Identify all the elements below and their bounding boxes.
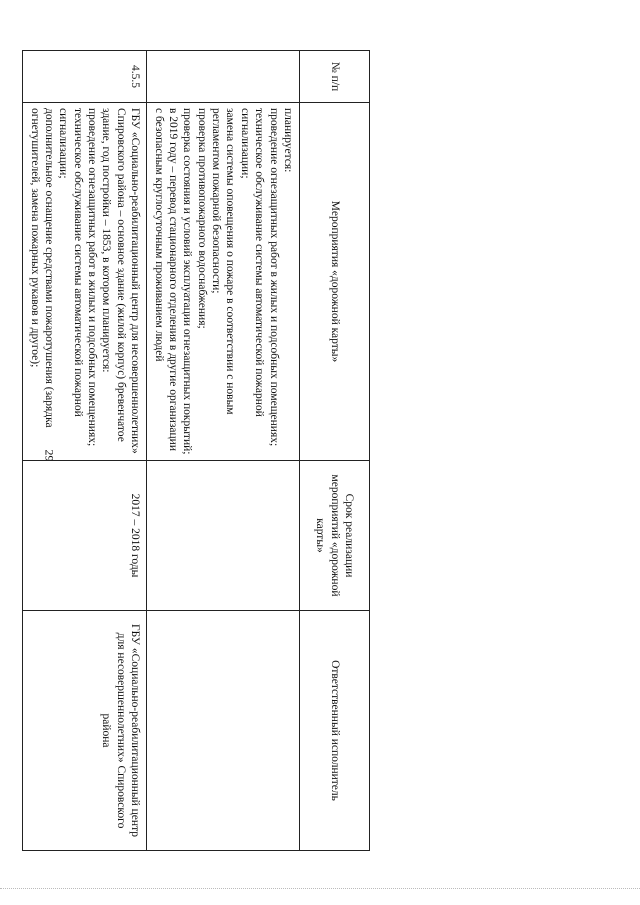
roadmap-table: [22, 50, 370, 851]
cell-activities: [23, 103, 147, 461]
activity-line: проверка состояния и условий эксплуатации огнезащитных покрытий;: [181, 108, 194, 455]
activity-line: техническое обслуживание системы автоматической пожарной сигнализации;: [57, 108, 84, 417]
cell-term: [147, 461, 300, 611]
header-activities: Мероприятия «дорожной карты»: [300, 103, 370, 461]
table-row-4-5-5: [23, 51, 147, 851]
activity-line: в 2019 году – перевод стационарного отделения в другие организации с безопасным круглосуточным проживанием людей: [152, 108, 179, 451]
activity-line: ГБУ «Социально-реабилитационный центр для несовершеннолетних» Спировского района – основное здание (жилой корпус) бревенчатое здание, год постройки – 1853, в котором планируется:: [100, 108, 142, 454]
activity-line: проведение огнезащитных работ в жилых и подсобных помещениях;: [86, 108, 99, 447]
activity-line: проведение огнезащитных работ в жилых и подсобных помещениях;: [267, 108, 280, 447]
cell-executor: [147, 611, 300, 851]
activity-line: техническое обслуживание системы автоматической пожарной сигнализации;: [238, 108, 266, 417]
cell-executor: ГБУ «Социально-реабилитационный центр для несовершеннолетних» Спировского района: [23, 611, 147, 851]
table-row-continuation: [147, 51, 300, 851]
activity-line: дополнительное оснащение средствами пожаротушения (зарядка огнетушителей, замена пожарных рукавов и другое);: [28, 108, 55, 428]
table-header-row: [300, 51, 370, 851]
header-executor: Ответственный исполнитель: [300, 611, 370, 851]
page-number: 29: [42, 449, 57, 462]
cell-num: [147, 51, 300, 103]
activity-line: планируется:: [282, 108, 294, 173]
activity-line: проверка противопожарного водоснабжения;: [195, 108, 208, 329]
header-term: Срок реализации мероприятий «дорожной карты»: [300, 461, 370, 611]
header-num: № п/п: [300, 51, 370, 103]
cell-num: 4.5.5: [23, 51, 147, 103]
activity-line: замена системы оповещения о пожаре в соответствии с новым регламентом пожарной безопасности;: [210, 108, 237, 415]
cell-activities: [147, 103, 300, 461]
page-bottom-edge: [0, 888, 640, 890]
cell-term: 2017 – 2018 годы: [23, 461, 147, 611]
